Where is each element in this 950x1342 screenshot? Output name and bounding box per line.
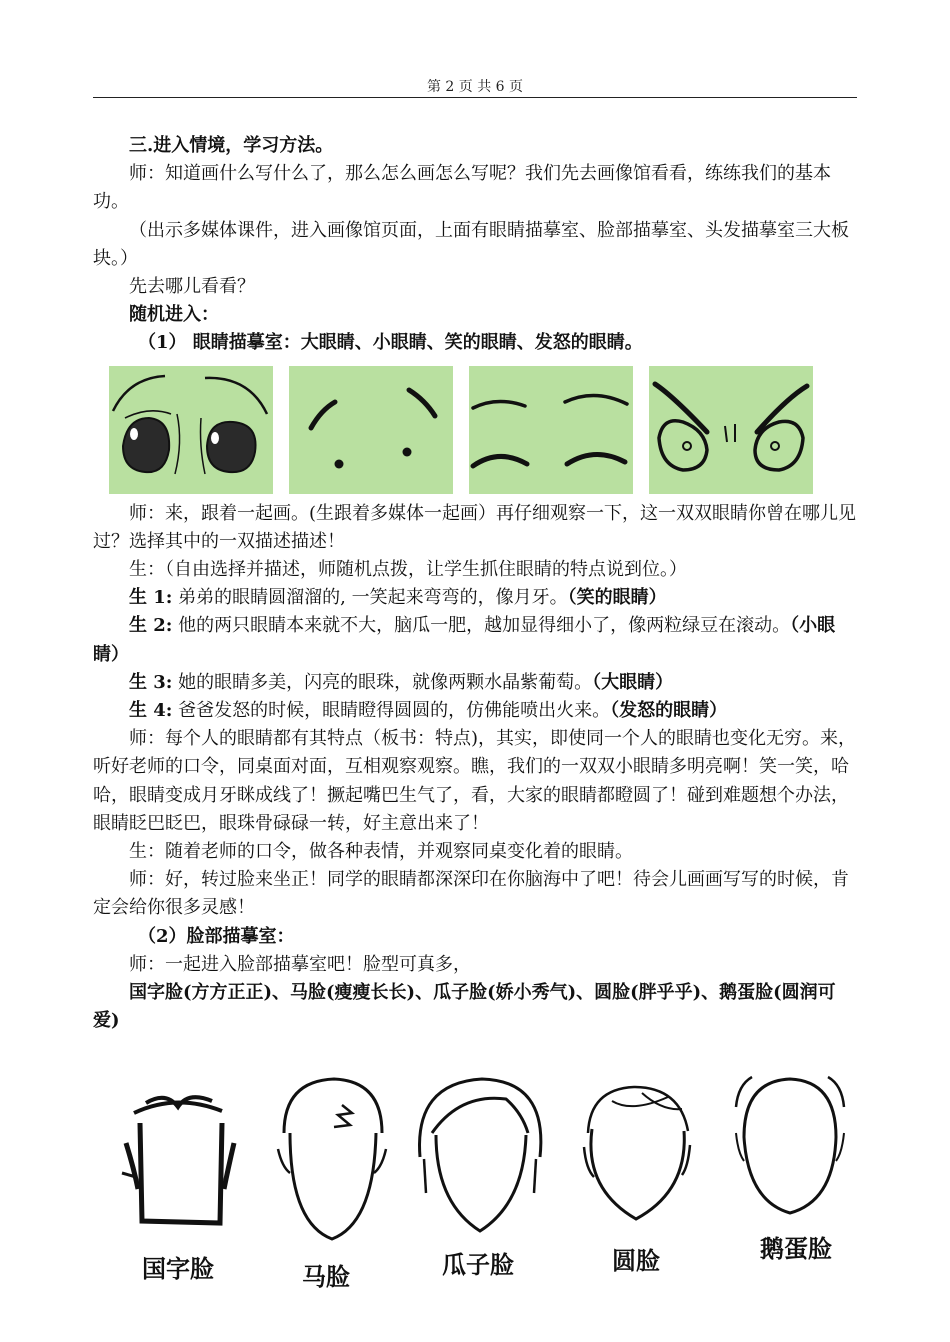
student-2-tag: （小眼睛） (93, 615, 836, 665)
student-3-label: 生 3: (129, 671, 173, 693)
student-4-answer (93, 697, 857, 725)
student-4-label: 生 4: (129, 700, 173, 722)
student-3-answer (93, 669, 857, 697)
square-face-image (116, 1073, 246, 1283)
student-1-tag: （笑的眼睛） (567, 587, 667, 609)
melon-seed-face-label: 瓜子脸 (442, 1251, 514, 1279)
smiling-eyes-image (469, 366, 633, 494)
student-2-answer (93, 612, 857, 668)
paragraph-random-enter: 随机进入： (129, 304, 219, 326)
student-4-text: 爸爸发怒的时候，眼睛瞪得圆圆的，仿佛能喷出火来。 (172, 700, 611, 722)
document-body (93, 132, 857, 1035)
melon-seed-face-image (410, 1073, 550, 1279)
paragraph-students-observe: 生：随着老师的口令，做各种表情，并观察同桌变化着的眼睛。 (129, 841, 633, 863)
round-face-label: 圆脸 (612, 1247, 660, 1275)
student-3-tag: （大眼睛） (592, 671, 674, 693)
big-eyes-image (109, 366, 273, 494)
paragraph-draw-along: 师：来，跟着一起画。(生跟着多媒体一起画）再仔细观察一下，这一双双眼睛你曾在哪儿见过？选择其中的一双描述描述！ (93, 502, 857, 552)
paragraph-students-describe: 生：（自由选择并描述，师随机点拨，让学生抓住眼睛的特点说到位。） (129, 559, 687, 581)
heading-eye-room: （1） 眼睛描摹室：大眼睛、小眼睛、笑的眼睛、发怒的眼睛。 (138, 332, 643, 354)
student-1-label: 生 1: (129, 587, 173, 609)
header-divider (93, 97, 857, 98)
horse-face-label: 马脸 (302, 1263, 350, 1291)
egg-face-image (730, 1073, 850, 1263)
paragraph-face-intro: 师：一起进入脸部描摹室吧！脸型可真多， (129, 953, 471, 975)
egg-face-label: 鹅蛋脸 (760, 1235, 832, 1263)
face-shapes-figure (100, 1073, 860, 1293)
paragraph-teacher-intro: 师：知道画什么写什么了，那么怎么画怎么写呢？我们先去画像馆看看，练练我们的基本功。 (93, 163, 831, 213)
student-1-text: 弟弟的眼睛圆溜溜的, 一笑起来弯弯的，像月牙。 (172, 587, 568, 609)
student-4-tag: （发怒的眼睛） (610, 700, 728, 722)
small-eyes-image (289, 366, 453, 494)
page-header: 第 2 页 共 6 页 (426, 79, 524, 95)
heading-face-room: （2）脸部描摹室： (138, 925, 295, 947)
horse-face-image (272, 1073, 392, 1291)
paragraph-face-types: 国字脸(方方正正)、马脸(瘦瘦长长)、瓜子脸(娇小秀气)、圆脸(胖乎乎)、鹅蛋脸(圆润可爱) (93, 982, 836, 1032)
paragraph-sit-straight: 师：好，转过脸来坐正！同学的眼睛都深深印在你脑海中了吧！待会儿画画写写的时候，肯定会给你很多灵感！ (93, 869, 849, 919)
angry-eyes-image (649, 366, 813, 494)
paragraph-multimedia: （出示多媒体课件，进入画像馆页面，上面有眼睛描摹室、脸部描摹室、头发描摹室三大板块。） (93, 219, 849, 269)
section-title: 三.进入情境，学习方法。 (129, 135, 334, 156)
square-face-label: 国字脸 (142, 1255, 214, 1283)
student-2-text: 他的两只眼睛本来就不大，脑瓜一肥，越加显得细小了，像两粒绿豆在滚动。 (172, 615, 791, 637)
student-1-answer (93, 584, 857, 612)
student-2-label: 生 2: (129, 615, 173, 637)
round-face-image (572, 1073, 702, 1275)
student-3-text: 她的眼睛多美，闪亮的眼珠，就像两颗水晶紫葡萄。 (172, 671, 593, 693)
paragraph-eye-features: 师：每个人的眼睛都有其特点（板书：特点)，其实，即使同一个人的眼睛也变化无穷。来，听好老师的口令，同桌面对面，互相观察观察。瞧，我们的一双双小眼睛多明亮啊！笑一笑，哈哈，眼睛变成月牙眯成线了！撅起嘴巴生气了，看，大家的眼睛都瞪圆了！碰到难题想个办法，眼睛眨巴眨巴，眼珠骨碌碌一转，好主意出来了！ (93, 728, 857, 834)
eye-images-row (109, 366, 857, 494)
paragraph-question: 先去哪儿看看？ (129, 276, 255, 298)
